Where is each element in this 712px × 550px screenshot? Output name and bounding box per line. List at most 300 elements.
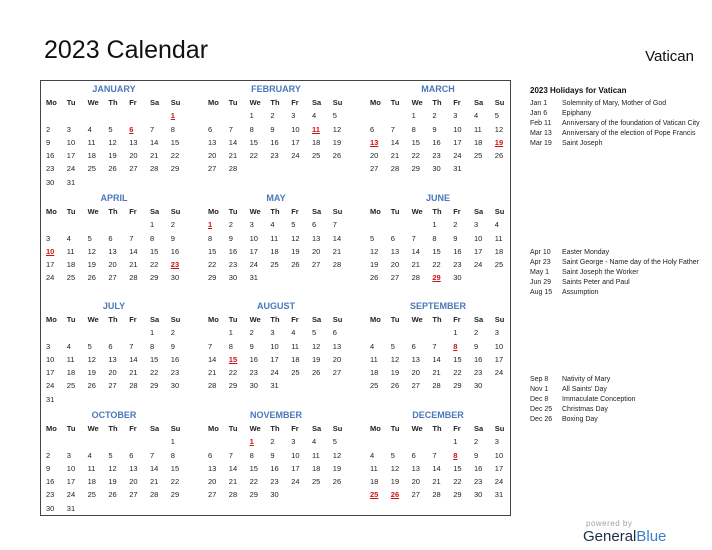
day-cell[interactable]: 20: [108, 368, 117, 378]
day-cell[interactable]: 27: [108, 381, 117, 391]
day-cell[interactable]: 3: [291, 437, 296, 447]
day-cell[interactable]: 12: [108, 137, 117, 147]
day-cell[interactable]: 19: [332, 463, 342, 473]
day-cell[interactable]: 14: [411, 246, 420, 256]
day-cell[interactable]: 8: [228, 341, 233, 351]
day-cell[interactable]: 3: [46, 233, 51, 243]
day-cell[interactable]: 20: [108, 260, 117, 270]
day-cell[interactable]: 26: [108, 490, 117, 500]
day-cell[interactable]: 27: [108, 273, 117, 283]
day-cell[interactable]: 31: [46, 394, 55, 404]
day-cell[interactable]: 16: [249, 354, 258, 364]
day-cell[interactable]: 22: [228, 368, 238, 378]
day-cell[interactable]: 27: [390, 273, 400, 283]
day-cell[interactable]: 27: [370, 164, 379, 174]
day-cell[interactable]: 31: [453, 164, 462, 174]
day-cell[interactable]: 17: [494, 354, 504, 364]
day-cell[interactable]: 9: [170, 341, 175, 351]
day-cell[interactable]: 26: [370, 273, 379, 283]
day-cell[interactable]: 19: [291, 246, 300, 256]
day-cell[interactable]: 12: [311, 341, 321, 351]
day-cell[interactable]: 6: [411, 341, 416, 351]
day-cell[interactable]: 26: [332, 151, 342, 161]
day-cell[interactable]: 8: [249, 124, 254, 134]
day-cell[interactable]: 5: [370, 233, 375, 243]
day-cell[interactable]: 12: [332, 450, 342, 460]
day-cell[interactable]: 28: [129, 273, 138, 283]
day-cell[interactable]: 4: [473, 111, 479, 121]
day-cell[interactable]: 14: [432, 463, 441, 473]
day-cell[interactable]: 17: [453, 137, 462, 147]
day-cell[interactable]: 12: [390, 463, 400, 473]
day-cell[interactable]: 24: [291, 477, 300, 487]
holiday-day[interactable]: 25: [370, 490, 379, 500]
day-cell[interactable]: 22: [170, 477, 180, 487]
day-cell[interactable]: 10: [270, 341, 279, 351]
day-cell[interactable]: 15: [432, 246, 441, 256]
day-cell[interactable]: 28: [208, 381, 217, 391]
holiday-day[interactable]: 13: [370, 137, 379, 147]
day-cell[interactable]: 25: [311, 477, 321, 487]
day-cell[interactable]: 8: [149, 233, 155, 243]
day-cell[interactable]: 8: [208, 233, 213, 243]
day-cell[interactable]: 16: [46, 151, 55, 161]
day-cell[interactable]: 19: [390, 477, 400, 487]
day-cell[interactable]: 3: [494, 437, 499, 447]
day-cell[interactable]: 26: [494, 151, 504, 161]
day-cell[interactable]: 31: [66, 177, 76, 187]
day-cell[interactable]: 12: [332, 124, 342, 134]
holiday-day[interactable]: 26: [390, 490, 400, 500]
day-cell[interactable]: 4: [87, 450, 92, 460]
day-cell[interactable]: 1: [228, 328, 233, 338]
day-cell[interactable]: 4: [66, 341, 71, 351]
day-cell[interactable]: 2: [170, 328, 175, 338]
day-cell[interactable]: 28: [432, 381, 441, 391]
day-cell[interactable]: 26: [87, 381, 96, 391]
day-cell[interactable]: 5: [390, 341, 395, 351]
day-cell[interactable]: 2: [270, 437, 275, 447]
day-cell[interactable]: 16: [170, 246, 180, 256]
day-cell[interactable]: 5: [87, 341, 92, 351]
day-cell[interactable]: 26: [390, 381, 400, 391]
day-cell[interactable]: 3: [473, 220, 479, 230]
day-cell[interactable]: 26: [311, 368, 321, 378]
day-cell[interactable]: 15: [249, 463, 258, 473]
day-cell[interactable]: 19: [332, 137, 342, 147]
day-cell[interactable]: 5: [108, 124, 113, 134]
day-cell[interactable]: 16: [46, 477, 55, 487]
day-cell[interactable]: 17: [46, 368, 55, 378]
day-cell[interactable]: 21: [228, 477, 238, 487]
day-cell[interactable]: 4: [494, 220, 499, 230]
day-cell[interactable]: 14: [390, 137, 400, 147]
day-cell[interactable]: 14: [149, 137, 159, 147]
day-cell[interactable]: 20: [370, 151, 379, 161]
day-cell[interactable]: 18: [87, 477, 96, 487]
day-cell[interactable]: 1: [170, 437, 175, 447]
day-cell[interactable]: 6: [411, 450, 416, 460]
day-cell[interactable]: 9: [170, 233, 175, 243]
day-cell[interactable]: 12: [87, 246, 96, 256]
day-cell[interactable]: 25: [494, 260, 504, 270]
day-cell[interactable]: 9: [453, 233, 458, 243]
day-cell[interactable]: 17: [494, 463, 504, 473]
holiday-day[interactable]: 10: [46, 246, 55, 256]
day-cell[interactable]: 6: [129, 450, 134, 460]
day-cell[interactable]: 30: [46, 503, 55, 513]
day-cell[interactable]: 13: [411, 354, 420, 364]
day-cell[interactable]: 6: [390, 233, 395, 243]
day-cell[interactable]: 15: [249, 137, 258, 147]
day-cell[interactable]: 5: [291, 220, 296, 230]
day-cell[interactable]: 18: [473, 137, 483, 147]
day-cell[interactable]: 17: [249, 246, 258, 256]
day-cell[interactable]: 17: [66, 151, 76, 161]
day-cell[interactable]: 11: [370, 354, 378, 364]
day-cell[interactable]: 11: [270, 233, 279, 243]
day-cell[interactable]: 30: [453, 273, 462, 283]
day-cell[interactable]: 22: [249, 477, 258, 487]
day-cell[interactable]: 7: [149, 450, 155, 460]
day-cell[interactable]: 17: [46, 260, 55, 270]
day-cell[interactable]: 1: [432, 220, 437, 230]
day-cell[interactable]: 27: [332, 368, 342, 378]
day-cell[interactable]: 19: [87, 260, 96, 270]
day-cell[interactable]: 1: [453, 328, 458, 338]
day-cell[interactable]: 11: [87, 137, 96, 147]
day-cell[interactable]: 24: [249, 260, 258, 270]
day-cell[interactable]: 28: [228, 490, 238, 500]
day-cell[interactable]: 4: [270, 220, 275, 230]
day-cell[interactable]: 27: [129, 490, 138, 500]
day-cell[interactable]: 28: [432, 490, 441, 500]
day-cell[interactable]: 11: [87, 463, 96, 473]
day-cell[interactable]: 24: [453, 151, 462, 161]
day-cell[interactable]: 13: [208, 137, 217, 147]
day-cell[interactable]: 5: [494, 111, 499, 121]
day-cell[interactable]: 9: [270, 450, 275, 460]
day-cell[interactable]: 3: [270, 328, 275, 338]
day-cell[interactable]: 6: [311, 220, 317, 230]
day-cell[interactable]: 16: [473, 354, 483, 364]
day-cell[interactable]: 31: [270, 381, 279, 391]
day-cell[interactable]: 10: [473, 233, 483, 243]
day-cell[interactable]: 23: [170, 368, 180, 378]
day-cell[interactable]: 7: [149, 124, 155, 134]
day-cell[interactable]: 16: [270, 137, 279, 147]
day-cell[interactable]: 15: [170, 137, 180, 147]
day-cell[interactable]: 14: [208, 354, 217, 364]
day-cell[interactable]: 23: [270, 477, 279, 487]
day-cell[interactable]: 17: [473, 246, 483, 256]
day-cell[interactable]: 8: [432, 233, 437, 243]
day-cell[interactable]: 14: [332, 233, 342, 243]
day-cell[interactable]: 30: [228, 273, 238, 283]
day-cell[interactable]: 12: [108, 463, 117, 473]
day-cell[interactable]: 7: [432, 341, 437, 351]
day-cell[interactable]: 20: [411, 368, 420, 378]
day-cell[interactable]: 1: [149, 328, 155, 338]
day-cell[interactable]: 29: [228, 381, 238, 391]
day-cell[interactable]: 24: [66, 164, 76, 174]
day-cell[interactable]: 21: [411, 260, 420, 270]
day-cell[interactable]: 24: [46, 273, 55, 283]
day-cell[interactable]: 18: [87, 151, 96, 161]
day-cell[interactable]: 16: [170, 354, 180, 364]
day-cell[interactable]: 27: [208, 490, 217, 500]
day-cell[interactable]: 22: [453, 477, 462, 487]
holiday-day[interactable]: 6: [129, 124, 134, 134]
day-cell[interactable]: 20: [129, 477, 138, 487]
day-cell[interactable]: 7: [129, 341, 134, 351]
day-cell[interactable]: 21: [208, 368, 217, 378]
day-cell[interactable]: 18: [66, 368, 76, 378]
day-cell[interactable]: 19: [311, 354, 321, 364]
day-cell[interactable]: 5: [87, 233, 92, 243]
day-cell[interactable]: 4: [66, 233, 71, 243]
day-cell[interactable]: 31: [494, 490, 504, 500]
day-cell[interactable]: 2: [473, 328, 479, 338]
day-cell[interactable]: 19: [87, 368, 96, 378]
day-cell[interactable]: 28: [149, 164, 159, 174]
day-cell[interactable]: 2: [270, 111, 275, 121]
day-cell[interactable]: 26: [108, 164, 117, 174]
holiday-day[interactable]: 29: [432, 273, 441, 283]
day-cell[interactable]: 19: [390, 368, 400, 378]
day-cell[interactable]: 20: [311, 246, 321, 256]
day-cell[interactable]: 23: [453, 260, 462, 270]
holiday-day[interactable]: 8: [453, 450, 458, 460]
day-cell[interactable]: 24: [494, 477, 504, 487]
day-cell[interactable]: 10: [291, 450, 300, 460]
day-cell[interactable]: 15: [170, 463, 180, 473]
day-cell[interactable]: 23: [473, 368, 483, 378]
day-cell[interactable]: 4: [311, 437, 317, 447]
day-cell[interactable]: 29: [149, 273, 159, 283]
day-cell[interactable]: 18: [291, 354, 300, 364]
day-cell[interactable]: 22: [249, 151, 258, 161]
day-cell[interactable]: 13: [311, 233, 321, 243]
day-cell[interactable]: 3: [46, 341, 51, 351]
day-cell[interactable]: 12: [390, 354, 400, 364]
day-cell[interactable]: 9: [473, 450, 479, 460]
day-cell[interactable]: 4: [87, 124, 92, 134]
day-cell[interactable]: 27: [411, 490, 420, 500]
day-cell[interactable]: 6: [108, 341, 113, 351]
day-cell[interactable]: 2: [46, 124, 51, 134]
day-cell[interactable]: 23: [270, 151, 279, 161]
day-cell[interactable]: 19: [370, 260, 379, 270]
day-cell[interactable]: 18: [370, 368, 379, 378]
day-cell[interactable]: 22: [453, 368, 462, 378]
day-cell[interactable]: 11: [66, 246, 75, 256]
day-cell[interactable]: 27: [411, 381, 420, 391]
day-cell[interactable]: 14: [432, 354, 441, 364]
day-cell[interactable]: 29: [453, 381, 462, 391]
day-cell[interactable]: 23: [432, 151, 441, 161]
day-cell[interactable]: 22: [170, 151, 180, 161]
holiday-day[interactable]: 19: [494, 137, 504, 147]
day-cell[interactable]: 20: [129, 151, 138, 161]
day-cell[interactable]: 18: [270, 246, 279, 256]
day-cell[interactable]: 5: [108, 450, 113, 460]
day-cell[interactable]: 5: [332, 111, 337, 121]
day-cell[interactable]: 2: [473, 437, 479, 447]
day-cell[interactable]: 3: [453, 111, 458, 121]
day-cell[interactable]: 16: [473, 463, 483, 473]
day-cell[interactable]: 22: [208, 260, 217, 270]
day-cell[interactable]: 2: [170, 220, 175, 230]
day-cell[interactable]: 21: [390, 151, 400, 161]
day-cell[interactable]: 18: [311, 137, 321, 147]
day-cell[interactable]: 5: [390, 450, 395, 460]
day-cell[interactable]: 30: [270, 490, 279, 500]
day-cell[interactable]: 21: [129, 368, 138, 378]
day-cell[interactable]: 14: [149, 463, 159, 473]
day-cell[interactable]: 10: [453, 124, 462, 134]
day-cell[interactable]: 7: [432, 450, 437, 460]
day-cell[interactable]: 10: [249, 233, 258, 243]
day-cell[interactable]: 27: [208, 164, 217, 174]
day-cell[interactable]: 25: [473, 151, 483, 161]
day-cell[interactable]: 22: [432, 260, 441, 270]
day-cell[interactable]: 28: [228, 164, 238, 174]
day-cell[interactable]: 28: [129, 381, 138, 391]
day-cell[interactable]: 30: [170, 273, 180, 283]
day-cell[interactable]: 2: [228, 220, 233, 230]
day-cell[interactable]: 3: [291, 111, 296, 121]
day-cell[interactable]: 15: [411, 137, 420, 147]
day-cell[interactable]: 14: [129, 354, 138, 364]
day-cell[interactable]: 11: [494, 233, 503, 243]
day-cell[interactable]: 18: [66, 260, 76, 270]
day-cell[interactable]: 21: [129, 260, 138, 270]
day-cell[interactable]: 21: [332, 246, 342, 256]
day-cell[interactable]: 8: [170, 124, 175, 134]
day-cell[interactable]: 6: [208, 450, 213, 460]
day-cell[interactable]: 6: [370, 124, 375, 134]
day-cell[interactable]: 24: [473, 260, 483, 270]
day-cell[interactable]: 9: [228, 233, 233, 243]
day-cell[interactable]: 22: [149, 368, 159, 378]
day-cell[interactable]: 28: [411, 273, 420, 283]
day-cell[interactable]: 7: [129, 233, 134, 243]
day-cell[interactable]: 30: [432, 164, 441, 174]
day-cell[interactable]: 21: [149, 477, 159, 487]
day-cell[interactable]: 8: [249, 450, 254, 460]
holiday-day[interactable]: 1: [208, 220, 213, 230]
day-cell[interactable]: 4: [291, 328, 296, 338]
day-cell[interactable]: 3: [66, 450, 71, 460]
day-cell[interactable]: 31: [249, 273, 258, 283]
day-cell[interactable]: 20: [208, 477, 217, 487]
day-cell[interactable]: 15: [149, 354, 159, 364]
day-cell[interactable]: 8: [149, 341, 155, 351]
day-cell[interactable]: 29: [149, 381, 159, 391]
day-cell[interactable]: 29: [208, 273, 217, 283]
day-cell[interactable]: 7: [390, 124, 395, 134]
day-cell[interactable]: 6: [332, 328, 337, 338]
day-cell[interactable]: 13: [129, 463, 138, 473]
holiday-day[interactable]: 11: [311, 124, 320, 134]
day-cell[interactable]: 14: [129, 246, 138, 256]
day-cell[interactable]: 25: [311, 151, 321, 161]
day-cell[interactable]: 9: [432, 124, 437, 134]
day-cell[interactable]: 26: [332, 477, 342, 487]
day-cell[interactable]: 16: [453, 246, 462, 256]
day-cell[interactable]: 16: [228, 246, 238, 256]
day-cell[interactable]: 25: [87, 490, 96, 500]
day-cell[interactable]: 10: [46, 354, 55, 364]
day-cell[interactable]: 24: [46, 381, 55, 391]
day-cell[interactable]: 17: [66, 477, 76, 487]
day-cell[interactable]: 28: [390, 164, 400, 174]
day-cell[interactable]: 4: [370, 450, 375, 460]
day-cell[interactable]: 13: [129, 137, 138, 147]
day-cell[interactable]: 25: [370, 381, 379, 391]
day-cell[interactable]: 25: [270, 260, 279, 270]
day-cell[interactable]: 25: [66, 381, 76, 391]
day-cell[interactable]: 20: [390, 260, 400, 270]
day-cell[interactable]: 11: [66, 354, 75, 364]
day-cell[interactable]: 8: [411, 124, 416, 134]
day-cell[interactable]: 30: [473, 490, 483, 500]
day-cell[interactable]: 13: [390, 246, 400, 256]
day-cell[interactable]: 24: [494, 368, 504, 378]
day-cell[interactable]: 1: [411, 111, 416, 121]
day-cell[interactable]: 17: [291, 463, 300, 473]
day-cell[interactable]: 20: [332, 354, 342, 364]
day-cell[interactable]: 25: [291, 368, 300, 378]
day-cell[interactable]: 18: [311, 463, 321, 473]
day-cell[interactable]: 18: [370, 477, 379, 487]
day-cell[interactable]: 25: [87, 164, 96, 174]
day-cell[interactable]: 5: [332, 437, 337, 447]
day-cell[interactable]: 9: [46, 137, 51, 147]
day-cell[interactable]: 11: [473, 124, 482, 134]
holiday-day[interactable]: 15: [228, 354, 238, 364]
day-cell[interactable]: 12: [291, 233, 300, 243]
day-cell[interactable]: 9: [473, 341, 479, 351]
day-cell[interactable]: 28: [149, 490, 159, 500]
day-cell[interactable]: 3: [66, 124, 71, 134]
day-cell[interactable]: 27: [129, 164, 138, 174]
day-cell[interactable]: 10: [494, 341, 504, 351]
day-cell[interactable]: 7: [411, 233, 416, 243]
day-cell[interactable]: 24: [66, 490, 76, 500]
day-cell[interactable]: 28: [332, 260, 342, 270]
day-cell[interactable]: 20: [208, 151, 217, 161]
day-cell[interactable]: 1: [249, 111, 254, 121]
day-cell[interactable]: 27: [311, 260, 321, 270]
day-cell[interactable]: 17: [291, 137, 300, 147]
holiday-day[interactable]: 8: [453, 341, 458, 351]
day-cell[interactable]: 8: [170, 450, 175, 460]
day-cell[interactable]: 21: [149, 151, 159, 161]
day-cell[interactable]: 14: [228, 137, 238, 147]
day-cell[interactable]: 7: [228, 124, 233, 134]
day-cell[interactable]: 15: [453, 463, 462, 473]
day-cell[interactable]: 9: [270, 124, 275, 134]
day-cell[interactable]: 19: [108, 477, 117, 487]
day-cell[interactable]: 10: [291, 124, 300, 134]
day-cell[interactable]: 3: [494, 328, 499, 338]
day-cell[interactable]: 13: [108, 354, 117, 364]
day-cell[interactable]: 29: [170, 164, 180, 174]
day-cell[interactable]: 30: [170, 381, 180, 391]
day-cell[interactable]: 2: [46, 450, 51, 460]
